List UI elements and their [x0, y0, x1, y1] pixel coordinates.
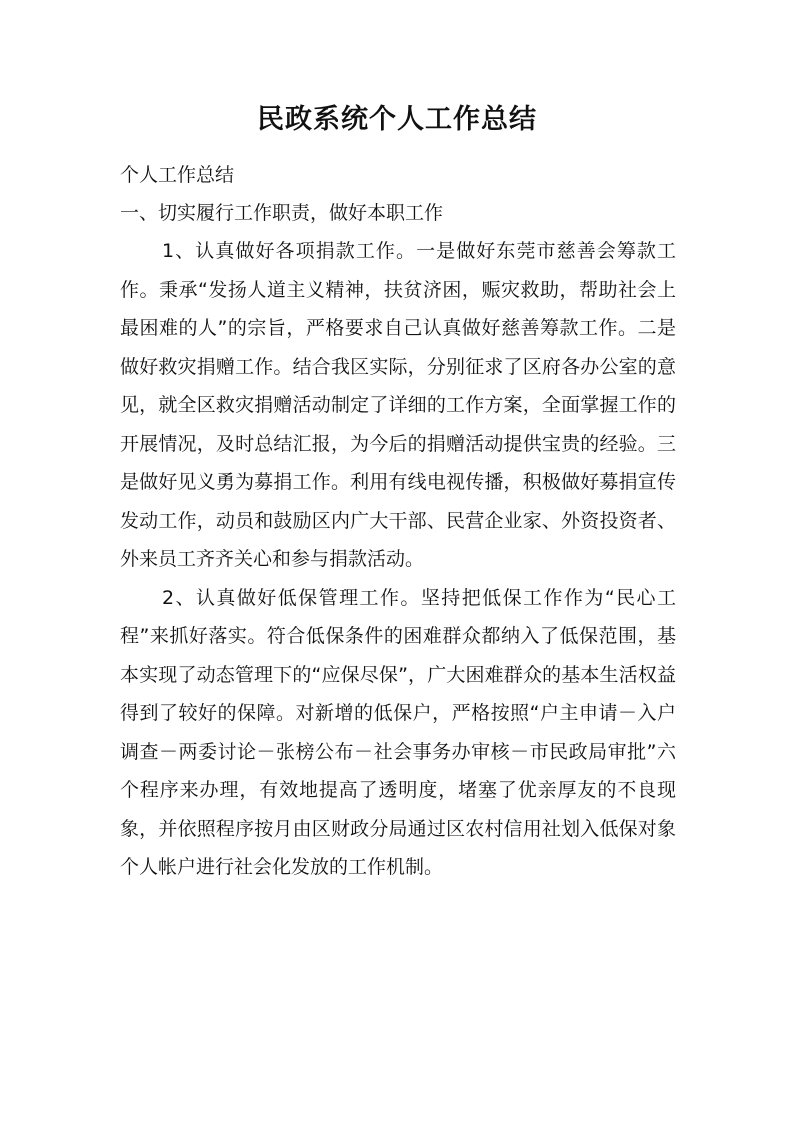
- paragraph-minimum-living: 2、认真做好低保管理工作。坚持把低保工作作为“民心工程”来抓好落实。符合低保条件的困难群众都纳入了低保范围，基本实现了动态管理下的“应保尽保”，广大困难群众的基本生活权益得到了较好的保障。对新增的低保户，严格按照“户主申请－入户调查－两委讨论－张榜公布－社会事务办审核－市民政局审批”六个程序来办理，有效地提高了透明度，堵塞了优亲厚友的不良现象，并依照程序按月由区财政分局通过区农村信用社划入低保对象个人帐户进行社会化发放的工作机制。: [120, 586, 676, 878]
- document-body: [120, 156, 676, 887]
- paragraph-donations: 1、认真做好各项捐款工作。一是做好东莞市慈善会筹款工作。秉承“发扬人道主义精神，扶贫济困，赈灾救助，帮助社会上最困难的人”的宗旨，严格要求自己认真做好慈善筹款工作。二是做好救灾捐赠工作。结合我区实际，分别征求了区府各办公室的意见，就全区救灾捐赠活动制定了详细的工作方案，全面掌握工作的开展情况，及时总结汇报，为今后的捐赠活动提供宝贵的经验。三是做好见义勇为募捐工作。利用有线电视传播，积极做好募捐宣传发动工作，动员和鼓励区内广大干部、民营企业家、外资投资者、外来员工齐齐关心和参与捐款活动。: [120, 240, 676, 570]
- document-title: 民政系统个人工作总结: [257, 104, 537, 135]
- section-heading: 一、切实履行工作职责，做好本职工作: [120, 202, 444, 224]
- document-subtitle: 个人工作总结: [120, 164, 235, 186]
